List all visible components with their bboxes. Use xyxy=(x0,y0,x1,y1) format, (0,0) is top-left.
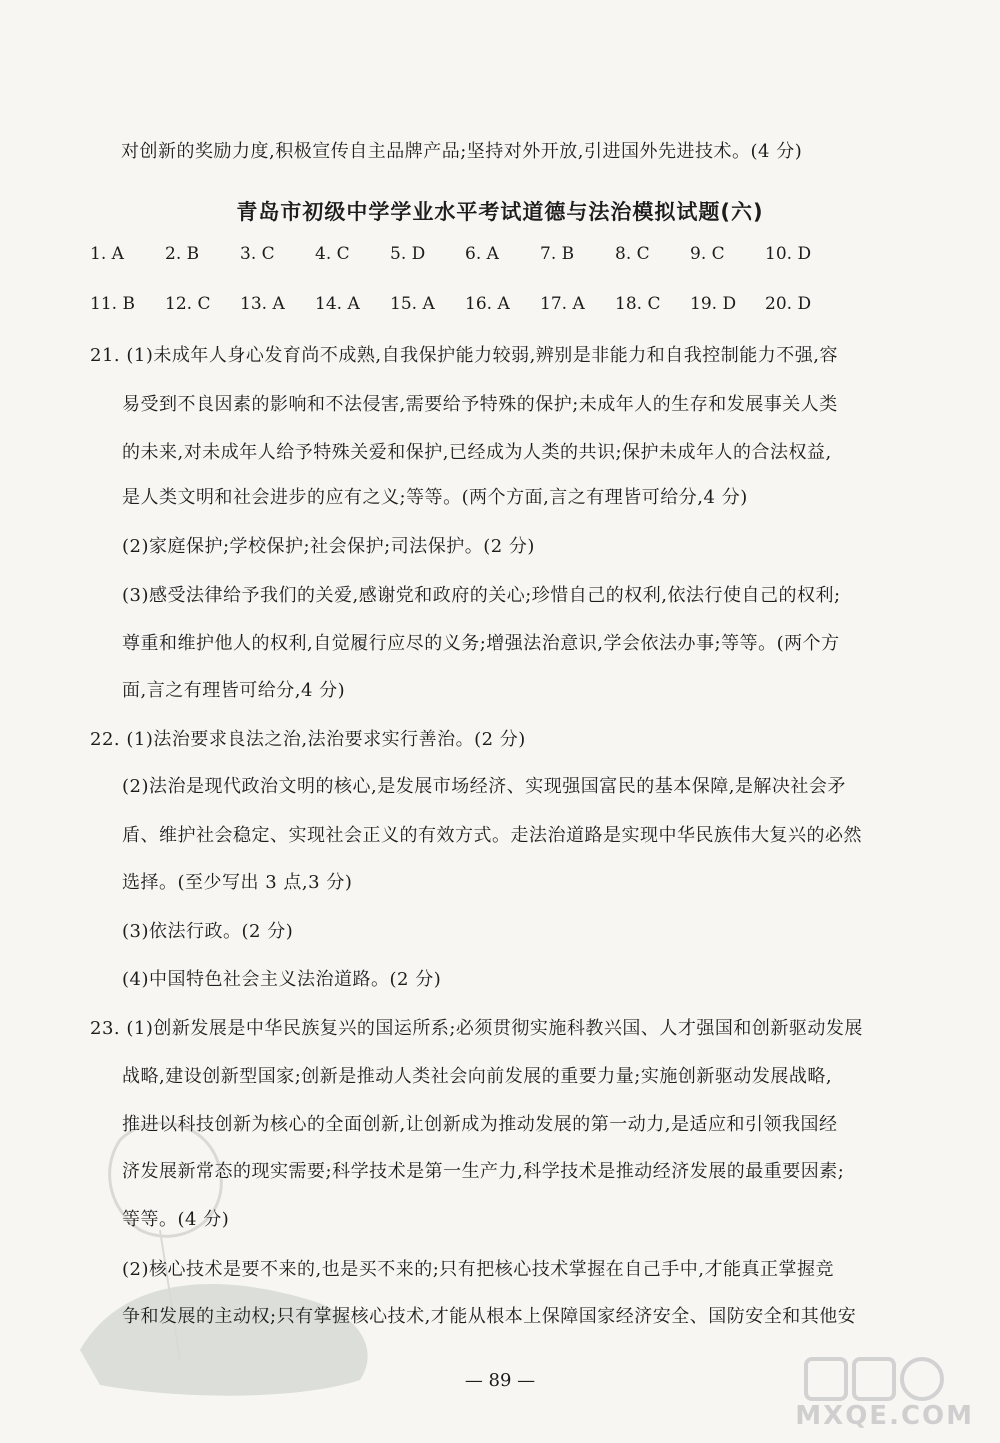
q21-line-2: 易受到不良因素的影响和不法侵害,需要给予特殊的保护;未成年人的生存和发展事关人类 xyxy=(122,394,838,415)
answer-item: 4. C xyxy=(315,244,350,264)
answer-item: 17. A xyxy=(540,294,585,314)
q22-line-2: (2)法治是现代政治文明的核心,是发展市场经济、实现强国富民的基本保障,是解决社会矛 xyxy=(122,776,846,797)
answer-row-1 xyxy=(90,244,840,264)
q23-line-7: 争和发展的主动权;只有掌握核心技术,才能从根本上保障国家经济安全、国防安全和其他安 xyxy=(122,1306,857,1327)
answer-item: 12. C xyxy=(165,294,211,314)
q22-line-1: 22. (1)法治要求良法之治,法治要求实行善治。(2 分) xyxy=(90,729,526,750)
q21-line-7: 尊重和维护他人的权利,自觉履行应尽的义务;增强法治意识,学会依法办事;等等。(两个方 xyxy=(122,633,840,654)
q22-line-4: 选择。(至少写出 3 点,3 分) xyxy=(122,872,353,893)
q23-line-6: (2)核心技术是要不来的,也是买不来的;只有把核心技术掌握在自己手中,才能真正掌握竞 xyxy=(122,1259,835,1280)
q23-line-5: 等等。(4 分) xyxy=(122,1209,230,1230)
q21-line-8: 面,言之有理皆可给分,4 分) xyxy=(122,680,346,701)
q22-line-6: (4)中国特色社会主义法治道路。(2 分) xyxy=(122,969,442,990)
answer-item: 15. A xyxy=(390,294,435,314)
watermark-text: MXQE.COM xyxy=(795,1401,974,1431)
q21-line-5: (2)家庭保护;学校保护;社会保护;司法保护。(2 分) xyxy=(122,536,535,557)
leaf-decoration-icon xyxy=(60,1100,390,1400)
answer-item: 9. C xyxy=(690,244,725,264)
answer-item: 18. C xyxy=(615,294,661,314)
answer-item: 11. B xyxy=(90,294,135,314)
answer-item: 14. A xyxy=(315,294,360,314)
answer-item: 5. D xyxy=(390,244,426,264)
answer-item: 7. B xyxy=(540,244,575,264)
section-title: 青岛市初级中学学业水平考试道德与法治模拟试题(六) xyxy=(236,200,764,224)
answer-item: 19. D xyxy=(690,294,737,314)
page-number: — 89 — xyxy=(464,1370,536,1391)
answer-item: 13. A xyxy=(240,294,285,314)
answer-row-2 xyxy=(90,294,840,314)
answer-item: 10. D xyxy=(765,244,812,264)
answer-item: 8. C xyxy=(615,244,650,264)
answer-item: 2. B xyxy=(165,244,200,264)
q21-line-6: (3)感受法律给予我们的关爱,感谢党和政府的关心;珍惜自己的权利,依法行使自己的权利; xyxy=(122,585,841,606)
q23-line-4: 济发展新常态的现实需要;科学技术是第一生产力,科学技术是推动经济发展的最重要因素; xyxy=(122,1161,845,1182)
answer-item: 6. A xyxy=(465,244,499,264)
q23-line-2: 战略,建设创新型国家;创新是推动人类社会向前发展的重要力量;实施创新驱动发展战略, xyxy=(122,1066,833,1087)
q21-line-4: 是人类文明和社会进步的应有之义;等等。(两个方面,言之有理皆可给分,4 分) xyxy=(122,487,748,508)
answer-item: 1. A xyxy=(90,244,124,264)
answer-item: 16. A xyxy=(465,294,510,314)
answer-item: 20. D xyxy=(765,294,812,314)
q21-line-1: 21. (1)未成年人身心发育尚不成熟,自我保护能力较弱,辨别是非能力和自我控制能力不强,容 xyxy=(90,345,839,366)
q22-line-5: (3)依法行政。(2 分) xyxy=(122,921,294,942)
answer-item: 3. C xyxy=(240,244,275,264)
q22-line-3: 盾、维护社会稳定、实现社会正义的有效方式。走法治道路是实现中华民族伟大复兴的必然 xyxy=(122,825,862,846)
header-continuation-line: 对创新的奖励力度,积极宣传自主品牌产品;坚持对外开放,引进国外先进技术。(4 分) xyxy=(121,141,803,162)
q21-line-3: 的未来,对未成年人给予特殊关爱和保护,已经成为人类的共识;保护未成年人的合法权益, xyxy=(122,442,832,463)
q23-line-1: 23. (1)创新发展是中华民族复兴的国运所系;必须贯彻实施科教兴国、人才强国和创新驱动发展 xyxy=(90,1018,863,1039)
q23-line-3: 推进以科技创新为核心的全面创新,让创新成为推动发展的第一动力,是适应和引领我国经 xyxy=(122,1114,838,1135)
